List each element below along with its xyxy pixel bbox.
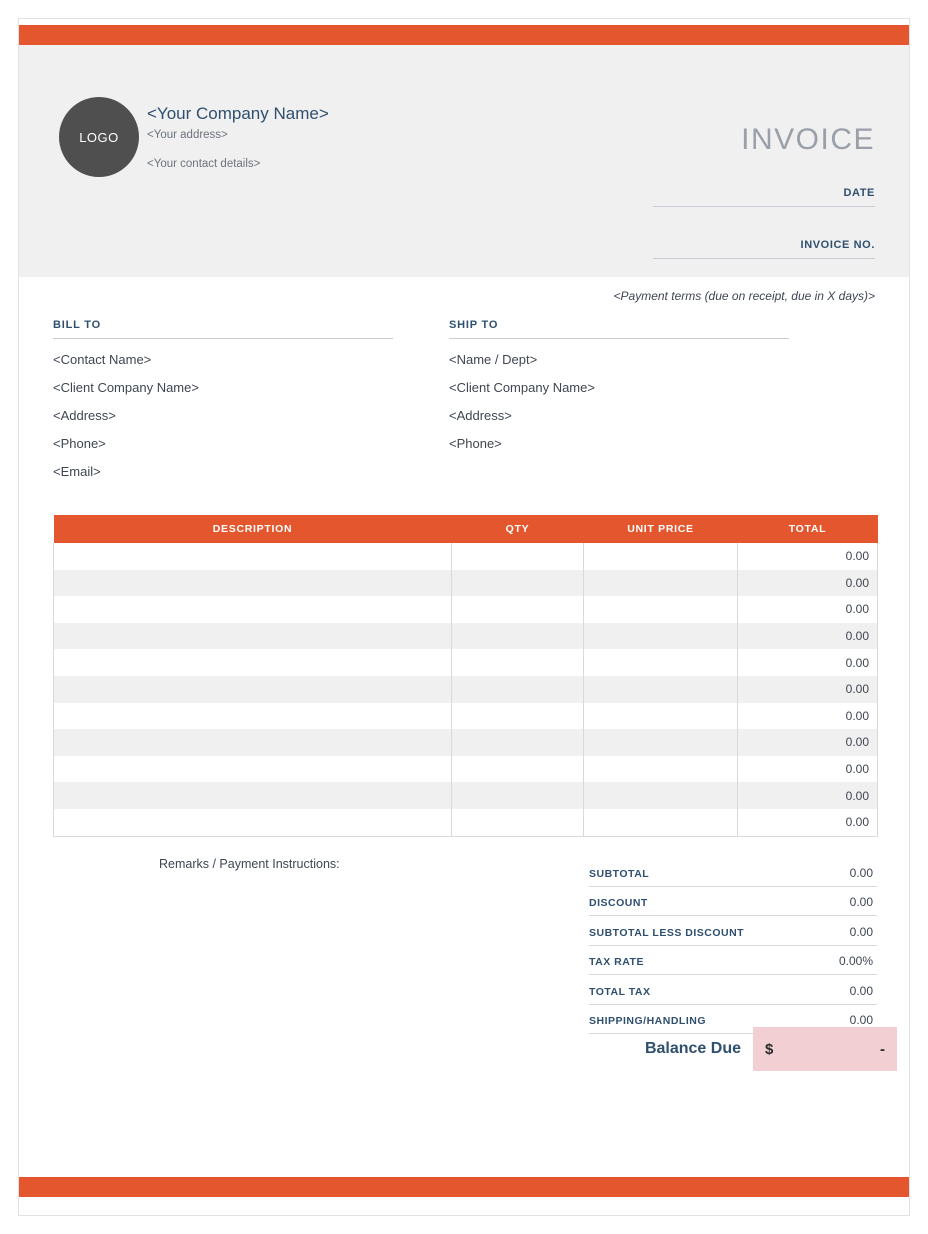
ship-to-line: <Address> bbox=[449, 408, 512, 423]
table-row[interactable] bbox=[54, 756, 878, 783]
cell-description[interactable] bbox=[54, 756, 452, 783]
table-row[interactable] bbox=[54, 623, 878, 650]
cell-description[interactable] bbox=[54, 782, 452, 809]
logo-placeholder bbox=[59, 97, 139, 177]
company-address: <Your address> bbox=[147, 129, 228, 141]
cell-description[interactable] bbox=[54, 543, 452, 570]
bill-to-line: <Address> bbox=[53, 408, 116, 423]
cell-description[interactable] bbox=[54, 649, 452, 676]
total-value: 0.00 bbox=[849, 895, 873, 909]
total-row-tax-rate bbox=[589, 946, 877, 976]
cell-total: 0.00 bbox=[738, 623, 878, 650]
cell-qty[interactable] bbox=[452, 570, 584, 597]
cell-description[interactable] bbox=[54, 729, 452, 756]
invoice-header bbox=[19, 45, 909, 277]
cell-total: 0.00 bbox=[738, 782, 878, 809]
bill-to-line: <Email> bbox=[53, 464, 101, 479]
table-row[interactable] bbox=[54, 782, 878, 809]
cell-qty[interactable] bbox=[452, 729, 584, 756]
bill-to-line: <Client Company Name> bbox=[53, 380, 199, 395]
company-block bbox=[147, 103, 567, 170]
company-contact-details: <Your contact details> bbox=[147, 158, 261, 170]
ship-to-line: <Phone> bbox=[449, 436, 502, 451]
cell-qty[interactable] bbox=[452, 676, 584, 703]
cell-total: 0.00 bbox=[738, 649, 878, 676]
cell-description[interactable] bbox=[54, 596, 452, 623]
invoice-number-label: INVOICE NO. bbox=[800, 239, 875, 251]
bill-to-title: BILL TO bbox=[53, 319, 393, 339]
cell-total: 0.00 bbox=[738, 756, 878, 783]
total-row-subtotal bbox=[589, 857, 877, 887]
total-label: SHIPPING/HANDLING bbox=[589, 1015, 707, 1027]
cell-unit-price[interactable] bbox=[584, 596, 738, 623]
cell-qty[interactable] bbox=[452, 596, 584, 623]
table-row[interactable] bbox=[54, 596, 878, 623]
total-row-subtotal-less-discount bbox=[589, 916, 877, 946]
total-value: 0.00 bbox=[849, 924, 873, 939]
cell-unit-price[interactable] bbox=[584, 703, 738, 730]
total-value: 0.00 bbox=[849, 983, 873, 998]
cell-description[interactable] bbox=[54, 676, 452, 703]
balance-due-value: - bbox=[880, 1040, 885, 1058]
payment-terms: <Payment terms (due on receipt, due in X days)> bbox=[613, 289, 875, 303]
cell-unit-price[interactable] bbox=[584, 756, 738, 783]
total-row-total-tax bbox=[589, 975, 877, 1005]
bill-to-line: <Contact Name> bbox=[53, 352, 152, 367]
cell-unit-price[interactable] bbox=[584, 649, 738, 676]
table-row[interactable] bbox=[54, 809, 878, 836]
cell-qty[interactable] bbox=[452, 782, 584, 809]
table-row[interactable] bbox=[54, 649, 878, 676]
cell-unit-price[interactable] bbox=[584, 570, 738, 597]
total-label: SUBTOTAL bbox=[589, 867, 650, 880]
bottom-accent-bar bbox=[19, 1177, 909, 1197]
table-row[interactable] bbox=[54, 703, 878, 730]
cell-total: 0.00 bbox=[738, 809, 878, 836]
company-name: <Your Company Name> bbox=[147, 104, 329, 123]
bill-to-block bbox=[53, 319, 393, 479]
table-header-row bbox=[54, 515, 878, 543]
cell-qty[interactable] bbox=[452, 703, 584, 730]
cell-total: 0.00 bbox=[738, 676, 878, 703]
cell-description[interactable] bbox=[54, 809, 452, 836]
cell-description[interactable] bbox=[54, 570, 452, 597]
column-header-description: DESCRIPTION bbox=[54, 515, 452, 543]
total-row-discount bbox=[589, 887, 877, 917]
invoice-number-field[interactable] bbox=[653, 239, 875, 259]
table-row[interactable] bbox=[54, 570, 878, 597]
cell-total: 0.00 bbox=[738, 543, 878, 570]
cell-unit-price[interactable] bbox=[584, 782, 738, 809]
cell-qty[interactable] bbox=[452, 623, 584, 650]
column-header-unit-price: UNIT PRICE bbox=[584, 515, 738, 543]
page-title: INVOICE bbox=[741, 123, 875, 156]
cell-total: 0.00 bbox=[738, 703, 878, 730]
total-label: TAX RATE bbox=[589, 956, 644, 968]
bill-to-line: <Phone> bbox=[53, 436, 106, 451]
line-items-body bbox=[54, 543, 878, 836]
totals-block bbox=[589, 857, 877, 1034]
top-accent-bar bbox=[19, 25, 909, 45]
balance-due-label: Balance Due bbox=[644, 1040, 741, 1057]
cell-qty[interactable] bbox=[452, 543, 584, 570]
balance-due-currency: $ bbox=[765, 1040, 774, 1058]
cell-description[interactable] bbox=[54, 703, 452, 730]
table-row[interactable] bbox=[54, 676, 878, 703]
balance-due-block bbox=[589, 1027, 897, 1071]
invoice-date-label: DATE bbox=[843, 187, 875, 199]
total-value: 0.00% bbox=[838, 954, 873, 968]
total-label: DISCOUNT bbox=[589, 897, 648, 909]
cell-unit-price[interactable] bbox=[584, 809, 738, 836]
cell-unit-price[interactable] bbox=[584, 543, 738, 570]
total-value: 0.00 bbox=[849, 865, 873, 880]
cell-description[interactable] bbox=[54, 623, 452, 650]
ship-to-title: SHIP TO bbox=[449, 319, 789, 339]
column-header-total: TOTAL bbox=[738, 515, 878, 543]
invoice-date-field[interactable] bbox=[653, 187, 875, 207]
ship-to-block bbox=[449, 319, 789, 451]
cell-qty[interactable] bbox=[452, 809, 584, 836]
column-header-qty: QTY bbox=[452, 515, 584, 543]
cell-unit-price[interactable] bbox=[584, 729, 738, 756]
cell-total: 0.00 bbox=[738, 596, 878, 623]
ship-to-line: <Name / Dept> bbox=[449, 352, 538, 367]
logo-text: LOGO bbox=[79, 129, 119, 145]
cell-unit-price[interactable] bbox=[584, 676, 738, 703]
invoice-sheet bbox=[18, 18, 910, 1216]
cell-total: 0.00 bbox=[738, 729, 878, 756]
cell-unit-price[interactable] bbox=[584, 623, 738, 650]
cell-qty[interactable] bbox=[452, 756, 584, 783]
remarks-label: Remarks / Payment Instructions: bbox=[159, 857, 340, 871]
total-label: TOTAL TAX bbox=[589, 985, 651, 998]
total-label: SUBTOTAL LESS DISCOUNT bbox=[589, 926, 745, 939]
balance-due-amount-box bbox=[753, 1027, 897, 1071]
ship-to-line: <Client Company Name> bbox=[449, 380, 595, 395]
line-items-table bbox=[53, 515, 878, 837]
total-value: 0.00 bbox=[849, 1013, 873, 1027]
table-row[interactable] bbox=[54, 729, 878, 756]
cell-total: 0.00 bbox=[738, 570, 878, 597]
cell-qty[interactable] bbox=[452, 649, 584, 676]
table-row[interactable] bbox=[54, 543, 878, 570]
